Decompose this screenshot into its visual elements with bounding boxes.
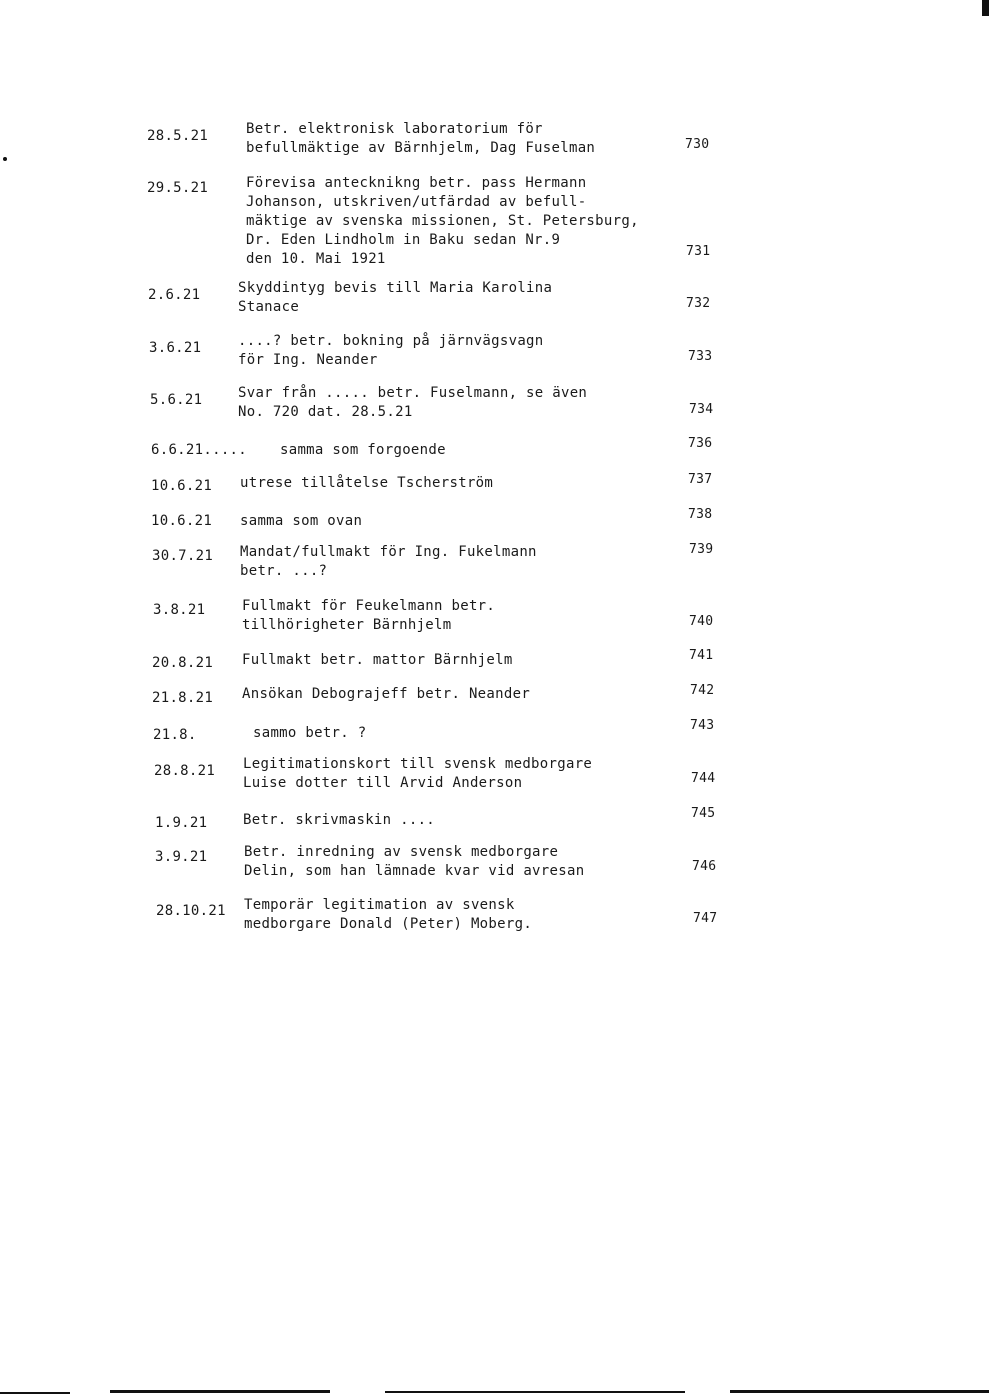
entry-number: 739 [689,542,714,557]
entry-line: Svar från ..... betr. Fuselmann, se även [238,385,588,401]
scan-bottom-line [110,1390,330,1393]
entry-text [253,724,366,743]
entry-number: 746 [692,859,717,874]
scan-dot [3,157,7,161]
entry-text [242,597,495,635]
entry-date: 28.10.21 [156,903,226,919]
entry-date: 3.6.21 [149,340,202,356]
entry-text [240,474,493,493]
entry-number: 734 [689,402,714,417]
entry-text [246,120,595,158]
entry-line: Ansökan Debograjeff betr. Neander [242,686,531,702]
scan-edge-mark [982,0,989,16]
entry-line: den 10. Mai 1921 [246,251,386,267]
entry-text [238,279,552,317]
entry-line: Skyddintyg bevis till Maria Karolina [238,280,553,296]
entry-line: samma som ovan [240,513,363,529]
entry-date: 28.5.21 [147,128,209,144]
entry-date: 10.6.21 [151,478,213,494]
entry-date: 29.5.21 [147,180,209,196]
entry-line: befullmäktige av Bärnhjelm, Dag Fuselman [246,140,596,156]
entry-line: Mandat/fullmakt för Ing. Fukelmann [240,544,537,560]
entry-text [242,685,530,704]
entry-text [240,512,362,531]
entry-text [243,811,435,830]
entry-number: 738 [688,507,713,522]
entry-line: Betr. elektronisk laboratorium för [246,121,543,137]
entry-number: 730 [685,137,710,152]
entry-text [244,843,584,881]
entry-line: Betr. inredning av svensk medborgare [244,844,559,860]
scan-bottom-line [730,1390,989,1393]
entry-line: No. 720 dat. 28.5.21 [238,404,413,420]
entry-text [246,174,639,269]
scan-bottom-line [0,1392,70,1394]
entry-line: för Ing. Neander [238,352,378,368]
entry-text [240,543,537,581]
entry-line: sammo betr. ? [253,725,367,741]
entry-number: 733 [688,349,713,364]
entry-date: 6.6.21..... [151,442,248,458]
entry-number: 731 [686,244,711,259]
entry-date: 30.7.21 [152,548,214,564]
entry-number: 743 [690,718,715,733]
entry-date: 3.9.21 [155,849,208,865]
entry-date: 21.8.21 [152,690,214,706]
entry-text [242,651,513,670]
entry-text [238,384,587,422]
entry-date: 2.6.21 [148,287,201,303]
entry-line: Dr. Eden Lindholm in Baku sedan Nr.9 [246,232,561,248]
entry-number: 744 [691,771,716,786]
entry-line: tillhörigheter Bärnhjelm [242,617,452,633]
entry-number: 736 [688,436,713,451]
entry-date: 28.8.21 [154,763,216,779]
entry-line: Delin, som han lämnade kvar vid avresan [244,863,585,879]
entry-number: 737 [688,472,713,487]
entry-date: 21.8. [153,727,197,743]
entry-line: mäktige av svenska missionen, St. Petersburg, [246,213,639,229]
entry-number: 742 [690,683,715,698]
entry-line: Förevisa antecknikng betr. pass Hermann [246,175,587,191]
entry-line: Fullmakt betr. mattor Bärnhjelm [242,652,513,668]
entry-line: ....? betr. bokning på järnvägsvagn [238,333,544,349]
scan-bottom-line [385,1391,685,1393]
entry-date: 20.8.21 [152,655,214,671]
entry-line: Temporär legitimation av svensk [244,897,515,913]
entry-number: 745 [691,806,716,821]
entry-line: betr. ...? [240,563,328,579]
entry-line: Johanson, utskriven/utfärdad av befull- [246,194,587,210]
entry-line: Stanace [238,299,300,315]
entry-text [244,896,532,934]
entry-line: Legitimationskort till svensk medborgare [243,756,593,772]
entry-line: Fullmakt för Feukelmann betr. [242,598,496,614]
entry-date: 3.8.21 [153,602,206,618]
entry-date: 1.9.21 [155,815,208,831]
entry-date: 5.6.21 [150,392,203,408]
entry-date: 10.6.21 [151,513,213,529]
entry-number: 740 [689,614,714,629]
entry-number: 741 [689,648,714,663]
entry-line: Luise dotter till Arvid Anderson [243,775,523,791]
entry-line: utrese tillåtelse Tscherström [240,475,494,491]
entry-number: 747 [693,911,718,926]
entry-text [243,755,592,793]
entry-line: Betr. skrivmaskin .... [243,812,436,828]
entry-line: samma som forgoende [280,442,446,458]
entry-text [280,441,446,460]
entry-line: medborgare Donald (Peter) Moberg. [244,916,533,932]
entry-text [238,332,544,370]
entry-number: 732 [686,296,711,311]
